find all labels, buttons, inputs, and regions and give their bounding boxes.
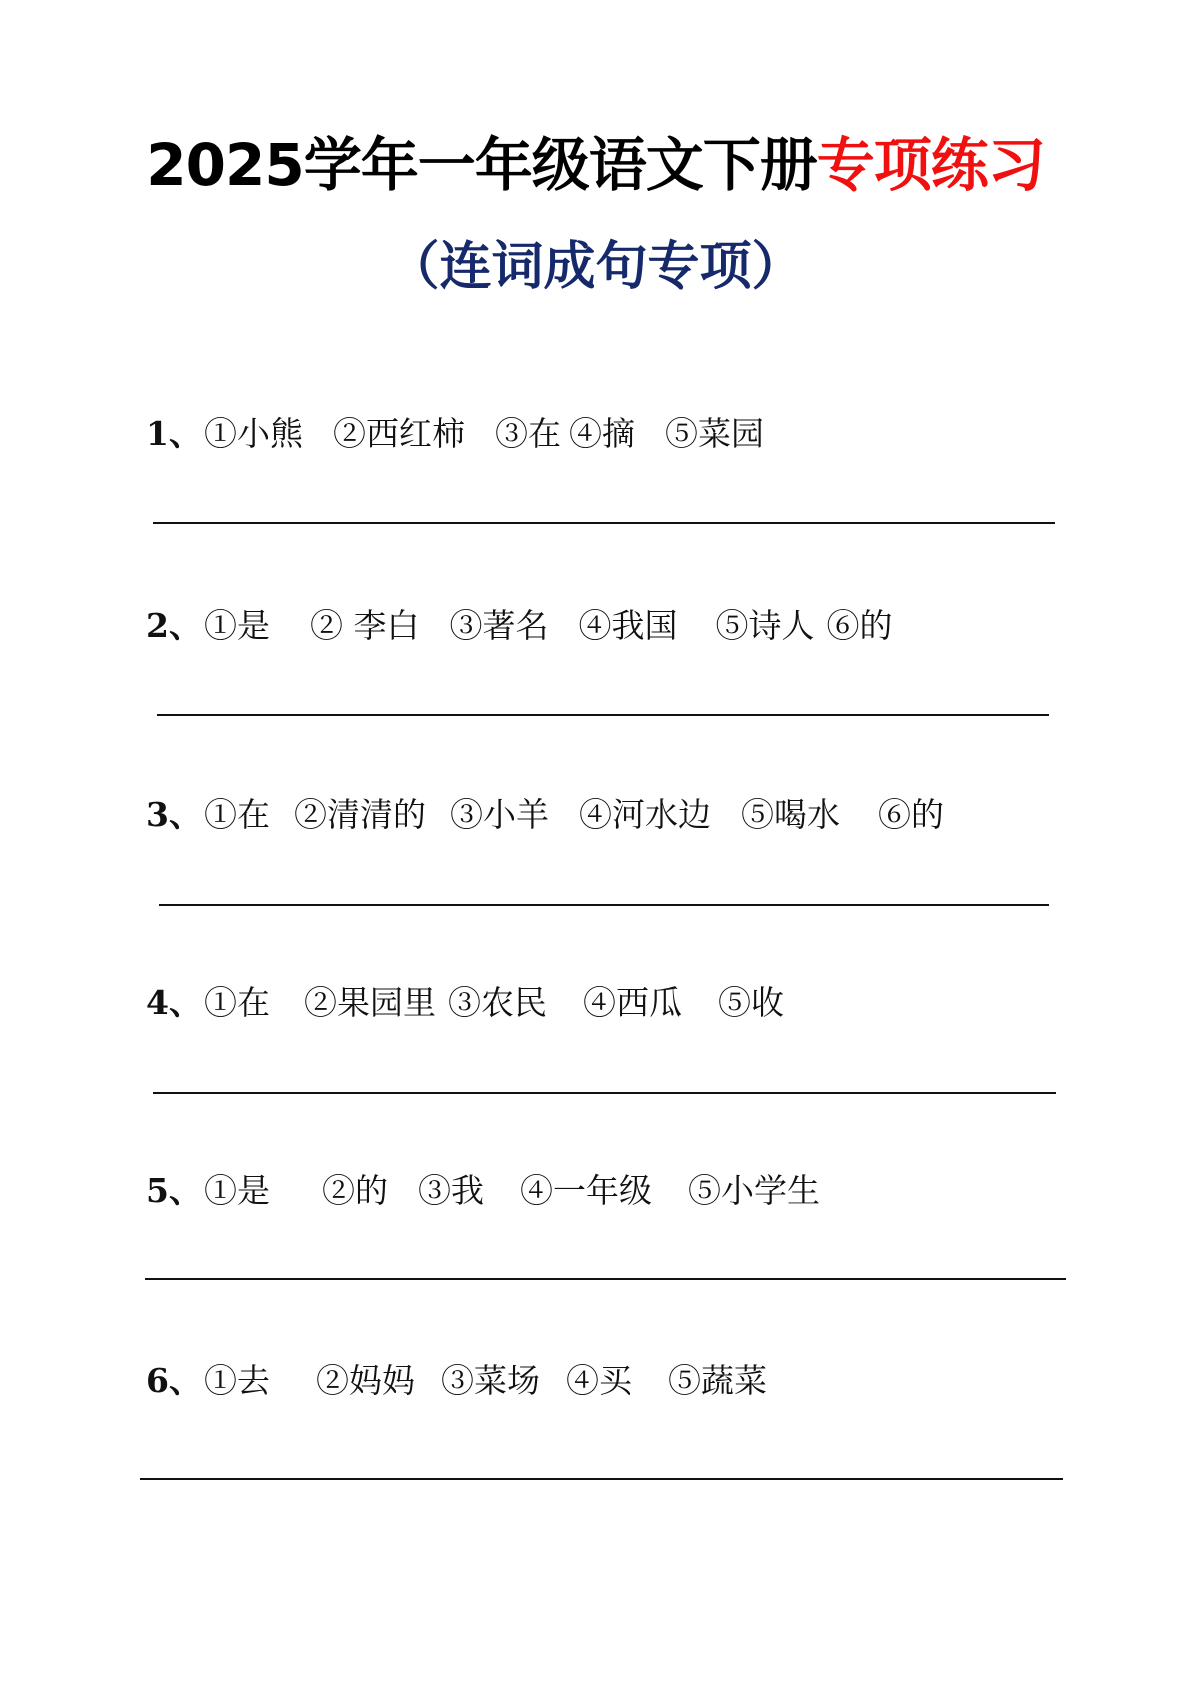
word-option: ⑤收 bbox=[717, 983, 784, 1022]
word-option: ①去 bbox=[203, 1361, 270, 1400]
exercise-item bbox=[146, 789, 944, 836]
word-option: ④西瓜 bbox=[582, 983, 682, 1022]
word-option: ④买 bbox=[565, 1361, 632, 1400]
title-main: 2025学年一年级语文下册 bbox=[146, 131, 817, 199]
word-option: ②果园里 bbox=[303, 983, 436, 1022]
word-option: ①在 bbox=[203, 983, 270, 1022]
word-option: ③菜场 bbox=[440, 1361, 540, 1400]
word-option: ②的 bbox=[321, 1171, 388, 1210]
word-option: ③农民 bbox=[447, 983, 547, 1022]
answer-line[interactable] bbox=[157, 714, 1049, 716]
exercise-item bbox=[146, 408, 764, 455]
item-number: 4、 bbox=[146, 983, 202, 1022]
word-option: ⑥的 bbox=[826, 606, 893, 645]
word-option: ③著名 bbox=[449, 606, 549, 645]
word-option: ①是 bbox=[203, 1171, 270, 1210]
exercise-item bbox=[146, 977, 784, 1024]
word-option: ④摘 bbox=[568, 414, 635, 453]
page-title bbox=[0, 118, 1191, 202]
word-option: ①小熊 bbox=[203, 414, 303, 453]
word-option: ⑤蔬菜 bbox=[667, 1361, 767, 1400]
answer-line[interactable] bbox=[159, 904, 1049, 906]
word-option: ⑤诗人 bbox=[715, 606, 815, 645]
word-option: ③在 bbox=[494, 414, 561, 453]
item-number: 3、 bbox=[146, 795, 202, 834]
item-number: 5、 bbox=[146, 1171, 202, 1210]
word-option: ③小羊 bbox=[449, 795, 549, 834]
word-option: ②妈妈 bbox=[315, 1361, 415, 1400]
answer-line[interactable] bbox=[145, 1278, 1066, 1280]
word-option: ② 李白 bbox=[309, 606, 420, 645]
item-number: 2、 bbox=[146, 606, 202, 645]
page-subtitle: （连词成句专项） bbox=[387, 237, 804, 297]
word-option: ①在 bbox=[203, 795, 270, 834]
title-highlight: 专项练习 bbox=[816, 131, 1045, 199]
item-number: 1、 bbox=[146, 414, 202, 453]
word-option: ⑤喝水 bbox=[740, 795, 840, 834]
word-option: ①是 bbox=[203, 606, 270, 645]
answer-line[interactable] bbox=[153, 522, 1055, 524]
item-number: 6、 bbox=[146, 1361, 202, 1400]
word-option: ⑤小学生 bbox=[687, 1171, 820, 1210]
word-option: ⑤菜园 bbox=[664, 414, 764, 453]
answer-line[interactable] bbox=[140, 1478, 1063, 1480]
word-option: ②清清的 bbox=[293, 795, 426, 834]
word-option: ⑥的 bbox=[877, 795, 944, 834]
word-option: ④一年级 bbox=[519, 1171, 652, 1210]
word-option: ④我国 bbox=[578, 606, 678, 645]
exercise-item bbox=[146, 1165, 820, 1212]
answer-line[interactable] bbox=[153, 1092, 1056, 1094]
exercise-item bbox=[146, 1355, 767, 1402]
word-option: ③我 bbox=[417, 1171, 484, 1210]
word-option: ④河水边 bbox=[578, 795, 711, 834]
exercise-item bbox=[146, 600, 892, 647]
word-option: ②西红柿 bbox=[332, 414, 465, 453]
